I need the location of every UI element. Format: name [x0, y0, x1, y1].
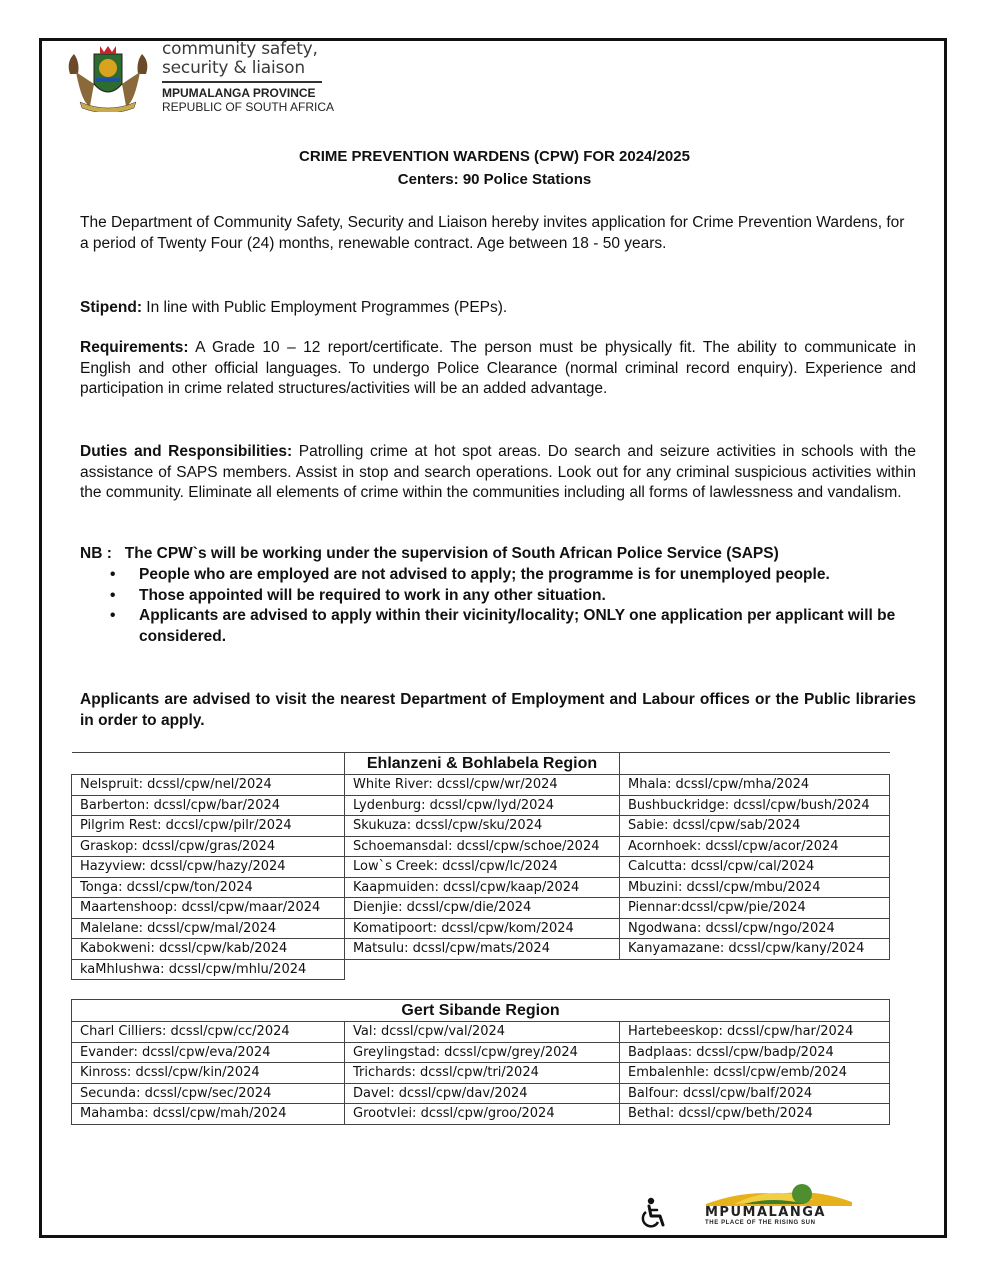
station-cell: Skukuza: dcssl/cpw/sku/2024: [345, 816, 620, 837]
table-row: [72, 1083, 890, 1104]
requirements-text: A Grade 10 – 12 report/certificate. The person must be physically fit. The ability to communicate in English and other official languages. To undergo Police Clearance (normal criminal record enquiry). Experience and participation in crime related structures/activities will be an added advantage.: [80, 339, 916, 397]
station-cell: Komatipoort: dcssl/cpw/kom/2024: [345, 918, 620, 939]
nb-bullet: • Those appointed will be required to work in any other situation.: [110, 586, 900, 607]
table-row: [72, 836, 890, 857]
table-corner: [72, 753, 345, 775]
nb-bullet-list: [110, 565, 900, 647]
station-cell: Kaapmuiden: dcssl/cpw/kaap/2024: [345, 877, 620, 898]
station-cell: Mahamba: dcssl/cpw/mah/2024: [72, 1104, 345, 1125]
table-row: [72, 898, 890, 919]
station-cell: kaMhlushwa: dcssl/cpw/mhlu/2024: [72, 959, 345, 980]
station-cell: Mbuzini: dcssl/cpw/mbu/2024: [620, 877, 890, 898]
coat-of-arms-icon: [60, 44, 156, 112]
requirements-label: Requirements:: [80, 339, 189, 356]
page-subtitle: Centers: 90 Police Stations: [397, 171, 592, 188]
station-cell: Balfour: dcssl/cpw/balf/2024: [620, 1083, 890, 1104]
logo-tagline: THE PLACE OF THE RISING SUN: [705, 1220, 816, 1226]
wheelchair-icon: [636, 1196, 670, 1230]
station-cell: Grootvlei: dcssl/cpw/groo/2024: [345, 1104, 620, 1125]
station-cell: Maartenshoop: dcssl/cpw/maar/2024: [72, 898, 345, 919]
org-header: [162, 40, 334, 114]
station-cell: Matsulu: dcssl/cpw/mats/2024: [345, 939, 620, 960]
org-republic: REPUBLIC OF SOUTH AFRICA: [162, 100, 335, 114]
page-title: CRIME PREVENTION WARDENS (CPW) FOR 2024/2025: [299, 148, 690, 165]
station-cell: Tonga: dcssl/cpw/ton/2024: [72, 877, 345, 898]
duties-label: Duties and Responsibilities:: [80, 443, 293, 460]
table-row: [72, 795, 890, 816]
table-row: [72, 1063, 890, 1084]
region-table-ehlanzeni: [71, 752, 890, 980]
requirements-paragraph: [80, 338, 916, 400]
station-cell: Nelspruit: dcssl/cpw/nel/2024: [72, 775, 345, 796]
station-cell: Acornhoek: dcssl/cpw/acor/2024: [620, 836, 890, 857]
station-cell: Bethal: dcssl/cpw/beth/2024: [620, 1104, 890, 1125]
station-cell: Calcutta: dcssl/cpw/cal/2024: [620, 857, 890, 878]
duties-text: Patrolling crime at hot spot areas. Do search and seizure activities in schools with the assistance of SAPS members. Assist in stop and search operations. Look out for any criminal suspicious activities within the community. Eliminate all elements of crime within the communities including all forms of lawlessness and vandalism.: [80, 443, 917, 501]
table-row: [72, 1042, 890, 1063]
station-cell: Schoemansdal: dcssl/cpw/schoe/2024: [345, 836, 620, 857]
table-row: [72, 959, 890, 980]
table-row: [72, 1104, 890, 1125]
station-cell: Badplaas: dcssl/cpw/badp/2024: [620, 1042, 890, 1063]
station-cell: Malelane: dcssl/cpw/mal/2024: [72, 918, 345, 939]
region-title: Gert Sibande Region: [72, 1000, 890, 1022]
station-cell: Secunda: dcssl/cpw/sec/2024: [72, 1083, 345, 1104]
logo-name: MPUMALANGA: [705, 1205, 826, 1220]
station-cell: Kanyamazane: dcssl/cpw/kany/2024: [620, 939, 890, 960]
region-table-gert-sibande: [71, 999, 890, 1125]
table-header-row: [72, 1000, 890, 1022]
station-cell: Pilgrim Rest: dccsl/cpw/pilr/2024: [72, 816, 345, 837]
org-divider: [162, 81, 322, 83]
table-row: [72, 877, 890, 898]
org-name-line1: community safety,: [162, 39, 318, 59]
station-cell: Kabokweni: dcssl/cpw/kab/2024: [72, 939, 345, 960]
station-cell: Davel: dcssl/cpw/dav/2024: [345, 1083, 620, 1104]
stipend-label: Stipend:: [80, 299, 142, 316]
station-cell: Evander: dcssl/cpw/eva/2024: [72, 1042, 345, 1063]
station-cell: Greylingstad: dcssl/cpw/grey/2024: [345, 1042, 620, 1063]
station-cell: Bushbuckridge: dcssl/cpw/bush/2024: [620, 795, 890, 816]
stipend-paragraph: [80, 298, 916, 319]
station-cell: Charl Cilliers: dcssl/cpw/cc/2024: [72, 1022, 345, 1043]
station-cell: Ngodwana: dcssl/cpw/ngo/2024: [620, 918, 890, 939]
org-province: MPUMALANGA PROVINCE: [162, 86, 316, 100]
intro-paragraph: The Department of Community Safety, Security and Liaison hereby invites application for Crime Prevention Wardens, for a period of Twenty Four (24) months, renewable contract. Age between 18 - 50 years.: [80, 214, 905, 252]
nb-heading: NB : The CPW`s will be working under the supervision of South African Police Service (SAPS): [80, 545, 779, 562]
table-row: [72, 939, 890, 960]
station-cell: Piennar:dcssl/cpw/pie/2024: [620, 898, 890, 919]
apply-note: Applicants are advised to visit the nearest Department of Employment and Labour offices or the Public libraries in order to apply.: [80, 691, 916, 729]
station-cell: White River: dcssl/cpw/wr/2024: [345, 775, 620, 796]
station-cell: Mhala: dcssl/cpw/mha/2024: [620, 775, 890, 796]
station-cell: Hazyview: dcssl/cpw/hazy/2024: [72, 857, 345, 878]
station-cell: Barberton: dcssl/cpw/bar/2024: [72, 795, 345, 816]
table-header-row: [72, 753, 890, 775]
station-cell: Low`s Creek: dcssl/cpw/lc/2024: [345, 857, 620, 878]
table-row: [72, 918, 890, 939]
nb-bullet: • Applicants are advised to apply within their vicinity/locality; ONLY one application per applicant will be considered.: [110, 606, 900, 647]
org-name-line2: security & liaison: [162, 58, 305, 78]
empty-cell: [620, 959, 890, 980]
station-cell: Graskop: dcssl/cpw/gras/2024: [72, 836, 345, 857]
table-row: [72, 1022, 890, 1043]
station-cell: Kinross: dcssl/cpw/kin/2024: [72, 1063, 345, 1084]
station-cell: Hartebeeskop: dcssl/cpw/har/2024: [620, 1022, 890, 1043]
station-cell: Dienjie: dcssl/cpw/die/2024: [345, 898, 620, 919]
station-cell: Sabie: dcssl/cpw/sab/2024: [620, 816, 890, 837]
stipend-text: In line with Public Employment Programmes (PEPs).: [142, 299, 508, 316]
duties-paragraph: [80, 442, 916, 504]
station-cell: Trichards: dcssl/cpw/tri/2024: [345, 1063, 620, 1084]
station-cell: Lydenburg: dcssl/cpw/lyd/2024: [345, 795, 620, 816]
table-corner: [620, 753, 890, 775]
station-cell: Embalenhle: dcssl/cpw/emb/2024: [620, 1063, 890, 1084]
nb-bullet: • People who are employed are not advised to apply; the programme is for unemployed people.: [110, 565, 900, 586]
table-row: [72, 816, 890, 837]
region-title: Ehlanzeni & Bohlabela Region: [345, 753, 620, 775]
empty-cell: [345, 959, 620, 980]
table-row: [72, 857, 890, 878]
station-cell: Val: dcssl/cpw/val/2024: [345, 1022, 620, 1043]
table-row: [72, 775, 890, 796]
